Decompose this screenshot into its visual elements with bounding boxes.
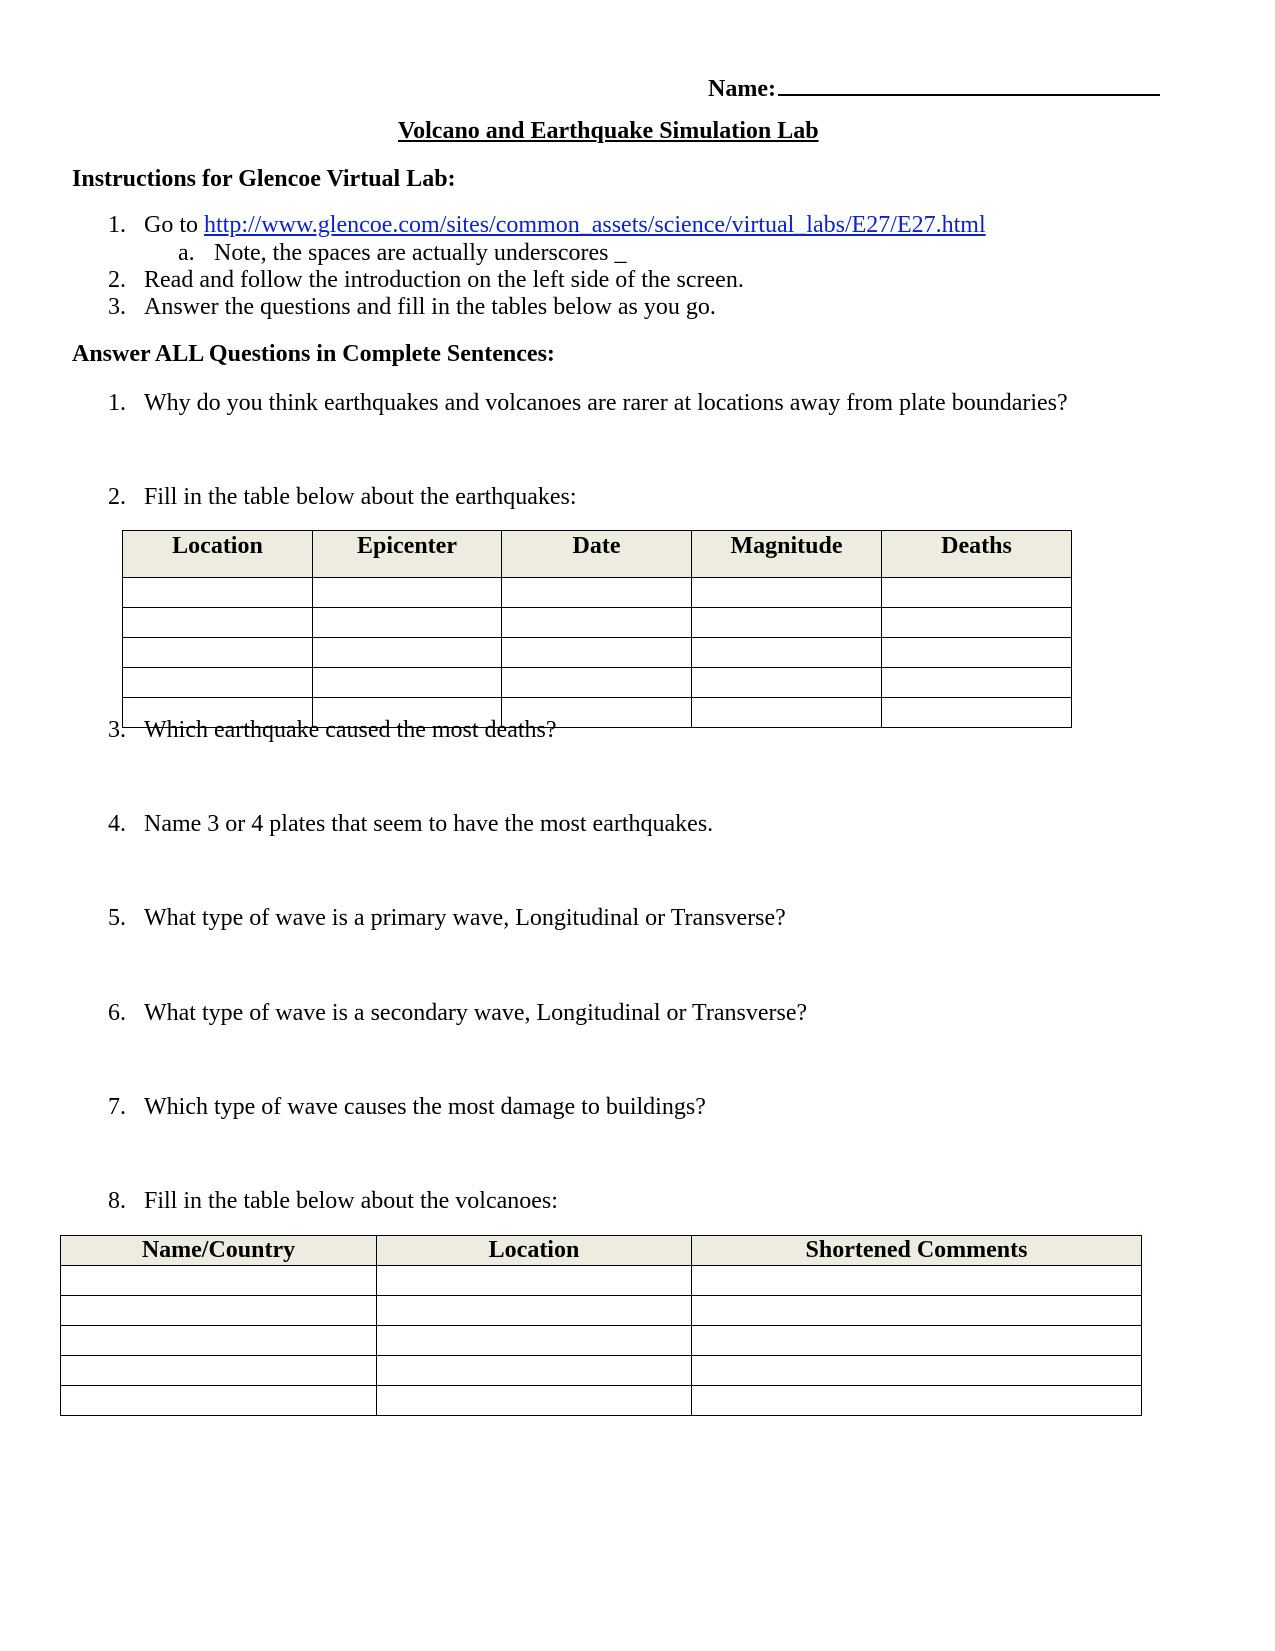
step-2-text: Read and follow the introduction on the left side of the screen. bbox=[144, 267, 744, 293]
question-text: What type of wave is a secondary wave, Longitudinal or Transverse? bbox=[144, 1000, 808, 1026]
table-cell[interactable] bbox=[882, 668, 1072, 698]
table-row bbox=[61, 1356, 1142, 1386]
question-number: 7. bbox=[108, 1094, 126, 1120]
question-text: Which earthquake caused the most deaths? bbox=[144, 717, 557, 743]
earthquake-table bbox=[122, 530, 1072, 728]
question-number: 4. bbox=[108, 811, 126, 837]
table-cell[interactable] bbox=[377, 1296, 692, 1326]
table-cell[interactable] bbox=[692, 1326, 1142, 1356]
question-2 bbox=[108, 484, 577, 511]
question-text: Name 3 or 4 plates that seem to have the most earthquakes. bbox=[144, 811, 714, 837]
note-text: Note, the spaces are actually underscores _ bbox=[214, 240, 627, 266]
column-header-date: Date bbox=[502, 531, 692, 578]
table-cell[interactable] bbox=[692, 1296, 1142, 1326]
question-8 bbox=[108, 1188, 558, 1215]
table-row bbox=[123, 608, 1072, 638]
table-cell[interactable] bbox=[61, 1266, 377, 1296]
step-number: 3. bbox=[108, 294, 126, 320]
instruction-step-1 bbox=[108, 212, 986, 239]
question-6 bbox=[108, 1000, 807, 1027]
question-text: Which type of wave causes the most damage to buildings? bbox=[144, 1094, 706, 1120]
table-cell[interactable] bbox=[692, 638, 882, 668]
step-1-prefix: Go to bbox=[144, 212, 204, 238]
table-header-row bbox=[123, 531, 1072, 578]
table-cell[interactable] bbox=[313, 608, 502, 638]
step-number: 1. bbox=[108, 212, 126, 238]
question-5 bbox=[108, 905, 786, 932]
table-cell[interactable] bbox=[123, 578, 313, 608]
table-cell[interactable] bbox=[123, 608, 313, 638]
table-cell[interactable] bbox=[377, 1386, 692, 1416]
table-cell[interactable] bbox=[692, 1356, 1142, 1386]
table-cell[interactable] bbox=[692, 668, 882, 698]
table-cell[interactable] bbox=[692, 608, 882, 638]
table-cell[interactable] bbox=[61, 1386, 377, 1416]
table-cell[interactable] bbox=[502, 578, 692, 608]
question-3 bbox=[108, 717, 557, 744]
name-field[interactable] bbox=[708, 72, 1160, 103]
table-cell[interactable] bbox=[692, 1386, 1142, 1416]
table-cell[interactable] bbox=[377, 1356, 692, 1386]
question-7 bbox=[108, 1094, 706, 1121]
page-title: Volcano and Earthquake Simulation Lab bbox=[398, 118, 819, 144]
name-label: Name: bbox=[708, 76, 776, 102]
table-cell[interactable] bbox=[692, 1266, 1142, 1296]
table-cell[interactable] bbox=[882, 638, 1072, 668]
question-text: Fill in the table below about the volcanoes: bbox=[144, 1188, 558, 1214]
question-number: 1. bbox=[108, 390, 126, 416]
table-cell[interactable] bbox=[123, 638, 313, 668]
question-1 bbox=[108, 390, 1068, 417]
table-row bbox=[61, 1326, 1142, 1356]
table-cell[interactable] bbox=[882, 698, 1072, 728]
column-header-shortened-comments: Shortened Comments bbox=[692, 1236, 1142, 1266]
table-cell[interactable] bbox=[882, 578, 1072, 608]
instructions-heading: Instructions for Glencoe Virtual Lab: bbox=[72, 166, 456, 192]
step-number: 2. bbox=[108, 267, 126, 293]
question-text: Why do you think earthquakes and volcanoes are rarer at locations away from plate boundaries? bbox=[144, 390, 1068, 416]
table-row bbox=[61, 1296, 1142, 1326]
question-number: 2. bbox=[108, 484, 126, 510]
table-cell[interactable] bbox=[502, 668, 692, 698]
note-marker: a. bbox=[178, 240, 195, 266]
question-number: 6. bbox=[108, 1000, 126, 1026]
table-row bbox=[123, 578, 1072, 608]
glencoe-lab-link[interactable]: http://www.glencoe.com/sites/common_assets/science/virtual_labs/E27/E27.html bbox=[204, 212, 986, 238]
table-cell[interactable] bbox=[313, 638, 502, 668]
question-text: Fill in the table below about the earthquakes: bbox=[144, 484, 577, 510]
table-cell[interactable] bbox=[61, 1356, 377, 1386]
table-row bbox=[61, 1386, 1142, 1416]
table-cell[interactable] bbox=[692, 578, 882, 608]
table-cell[interactable] bbox=[313, 578, 502, 608]
table-row bbox=[61, 1266, 1142, 1296]
table-cell[interactable] bbox=[502, 638, 692, 668]
table-cell[interactable] bbox=[313, 668, 502, 698]
question-number: 3. bbox=[108, 717, 126, 743]
column-header-epicenter: Epicenter bbox=[313, 531, 502, 578]
table-header-row bbox=[61, 1236, 1142, 1266]
question-number: 5. bbox=[108, 905, 126, 931]
instruction-step-1-note bbox=[178, 240, 627, 267]
table-cell[interactable] bbox=[61, 1296, 377, 1326]
table-row bbox=[123, 638, 1072, 668]
table-row bbox=[123, 668, 1072, 698]
instruction-step-2 bbox=[108, 267, 744, 294]
question-4 bbox=[108, 811, 713, 838]
question-number: 8. bbox=[108, 1188, 126, 1214]
table-cell[interactable] bbox=[123, 668, 313, 698]
questions-heading: Answer ALL Questions in Complete Sentences: bbox=[72, 341, 555, 367]
step-3-text: Answer the questions and fill in the tables below as you go. bbox=[144, 294, 716, 320]
table-cell[interactable] bbox=[502, 608, 692, 638]
question-text: What type of wave is a primary wave, Longitudinal or Transverse? bbox=[144, 905, 786, 931]
instruction-step-3 bbox=[108, 294, 716, 321]
name-blank-line[interactable] bbox=[778, 72, 1160, 96]
column-header-location: Location bbox=[123, 531, 313, 578]
column-header-magnitude: Magnitude bbox=[692, 531, 882, 578]
column-header-name-country: Name/Country bbox=[61, 1236, 377, 1266]
table-cell[interactable] bbox=[377, 1326, 692, 1356]
table-cell[interactable] bbox=[61, 1326, 377, 1356]
column-header-deaths: Deaths bbox=[882, 531, 1072, 578]
table-cell[interactable] bbox=[882, 608, 1072, 638]
table-cell[interactable] bbox=[692, 698, 882, 728]
volcano-table bbox=[60, 1235, 1142, 1416]
column-header-location: Location bbox=[377, 1236, 692, 1266]
table-cell[interactable] bbox=[377, 1266, 692, 1296]
